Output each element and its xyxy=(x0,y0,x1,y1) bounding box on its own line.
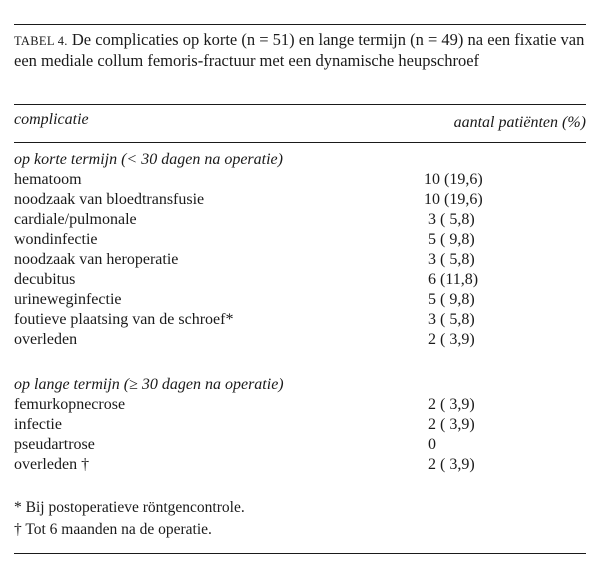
row-value: 6 (11,8) xyxy=(424,271,479,288)
row-label: femurkopnecrose xyxy=(14,396,126,413)
row-value: 3 ( 5,8) xyxy=(424,311,475,328)
row-label: infectie xyxy=(14,416,62,433)
row-label: noodzaak van heroperatie xyxy=(14,251,179,268)
top-rule xyxy=(14,24,586,25)
table-row xyxy=(14,270,586,290)
table-row xyxy=(14,395,586,415)
row-value: 10 (19,6) xyxy=(424,191,483,208)
footnote-months: † Tot 6 maanden na de operatie. xyxy=(14,521,212,538)
column-header-complication: complicatie xyxy=(14,111,89,128)
header-bottom-rule xyxy=(14,142,586,143)
footnote-xray: * Bij postoperatieve röntgencontrole. xyxy=(14,499,245,516)
table-row xyxy=(14,250,586,270)
long-term-section xyxy=(14,375,586,475)
table-row xyxy=(14,210,586,230)
row-value: 10 (19,6) xyxy=(424,171,483,188)
row-label: noodzaak van bloedtransfusie xyxy=(14,191,205,208)
row-label: urineweginfectie xyxy=(14,291,122,308)
short-term-title: op korte termijn (< 30 dagen na operatie) xyxy=(14,151,283,168)
row-value: 2 ( 3,9) xyxy=(424,331,475,348)
row-value: 2 ( 3,9) xyxy=(424,416,475,433)
table-row xyxy=(14,310,586,330)
table-row xyxy=(14,170,586,190)
row-label: cardiale/pulmonale xyxy=(14,211,137,228)
row-label: foutieve plaatsing van de schroef* xyxy=(14,311,234,328)
table-row xyxy=(14,415,586,435)
table-row xyxy=(14,435,586,455)
table-row xyxy=(14,290,586,310)
header-top-rule xyxy=(14,104,586,105)
row-value: 5 ( 9,8) xyxy=(424,231,475,248)
row-value: 5 ( 9,8) xyxy=(424,291,475,308)
row-label: wondinfectie xyxy=(14,231,98,248)
row-value: 3 ( 5,8) xyxy=(424,211,475,228)
row-value: 3 ( 5,8) xyxy=(424,251,475,268)
row-value: 2 ( 3,9) xyxy=(424,396,475,413)
short-term-section xyxy=(14,150,586,350)
table-row xyxy=(14,230,586,250)
row-value: 2 ( 3,9) xyxy=(424,456,475,473)
table-caption xyxy=(14,30,588,71)
caption-text: De complicaties op korte (n = 51) en lange termijn (n = 49) na een fixatie van een mediale collum femoris-fractuur met een dynamische heupschroef xyxy=(14,30,585,70)
long-term-title: op lange termijn (≥ 30 dagen na operatie) xyxy=(14,376,284,393)
row-label: hematoom xyxy=(14,171,82,188)
table-row xyxy=(14,330,586,350)
row-label: overleden † xyxy=(14,456,90,473)
table-label: TABEL 4. xyxy=(14,34,68,48)
row-value: 0 xyxy=(424,436,436,453)
bottom-rule xyxy=(14,553,586,554)
row-label: decubitus xyxy=(14,271,76,288)
row-label: pseudartrose xyxy=(14,436,95,453)
row-label: overleden xyxy=(14,331,78,348)
table-row xyxy=(14,190,586,210)
footnotes xyxy=(14,497,245,541)
column-header-patients: aantal patiënten (%) xyxy=(453,114,586,131)
table-row xyxy=(14,455,586,475)
